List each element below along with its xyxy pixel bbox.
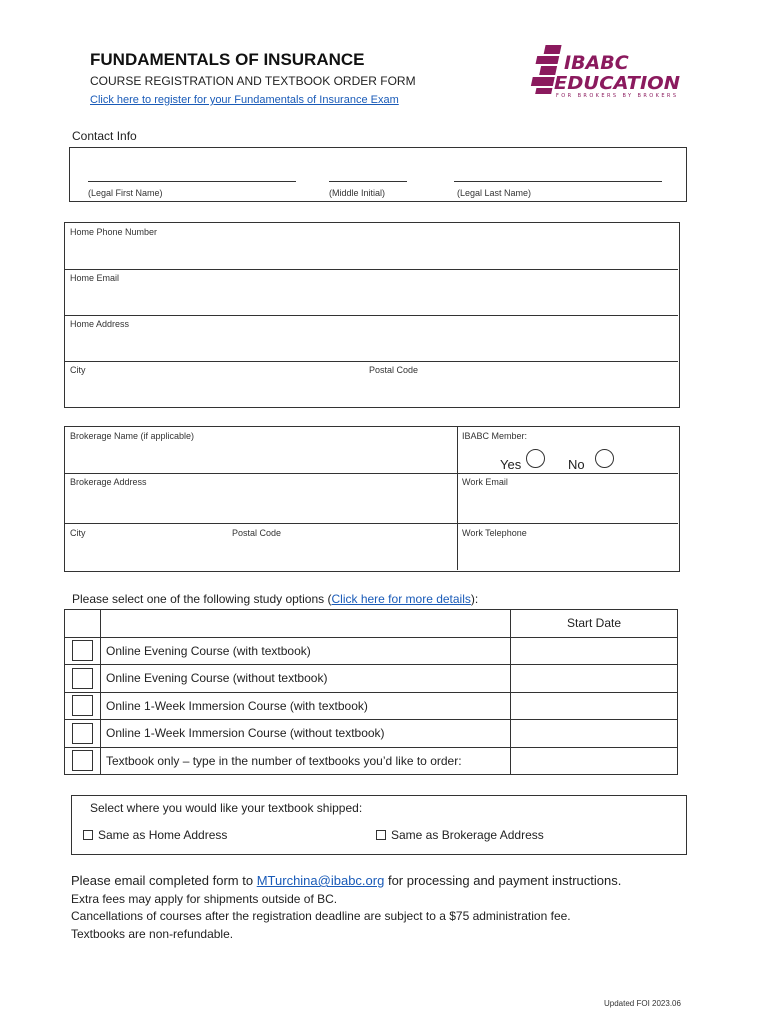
legal-name-box	[69, 147, 687, 202]
shipping-box	[71, 795, 687, 855]
ship-home-checkbox[interactable]	[83, 830, 93, 840]
last-name-label: (Legal Last Name)	[457, 188, 532, 198]
home-postal-code-label: Postal Code	[369, 365, 419, 375]
last-name-field[interactable]	[454, 172, 662, 182]
ship-home-option[interactable]	[83, 828, 227, 842]
footer-updated: Updated FOI 2023.06	[604, 999, 681, 1008]
home-phone-field[interactable]	[65, 239, 677, 268]
option-checkbox[interactable]	[72, 668, 93, 689]
home-email-field[interactable]	[65, 285, 677, 314]
home-contact-box	[64, 222, 680, 408]
study-table-header	[65, 610, 678, 638]
study-prompt-before: Please select one of the following study options (	[72, 592, 332, 606]
brokerage-postal-code-label: Postal Code	[232, 528, 282, 538]
brokerage-address-field[interactable]	[65, 489, 455, 521]
brokerage-city-label: City	[70, 528, 86, 538]
work-email-field[interactable]	[460, 489, 676, 521]
brokerage-city-field[interactable]	[65, 539, 225, 569]
start-date-field[interactable]	[511, 692, 678, 720]
brokerage-address-label: Brokerage Address	[70, 477, 147, 487]
option-checkbox[interactable]	[72, 723, 93, 744]
start-date-header: Start Date	[511, 610, 678, 638]
home-address-field[interactable]	[65, 331, 677, 360]
middle-initial-label: (Middle Initial)	[329, 188, 386, 198]
ship-brokerage-label: Same as Brokerage Address	[391, 828, 544, 842]
study-option-row	[65, 637, 678, 665]
home-city-label: City	[70, 365, 86, 375]
divider	[65, 523, 678, 524]
refund-note: Textbooks are non-refundable.	[71, 927, 234, 941]
logo-tagline: FOR BROKERS BY BROKERS	[556, 93, 676, 99]
brokerage-name-field[interactable]	[65, 443, 455, 471]
logo-line1: IBABC	[564, 52, 629, 74]
divider	[65, 269, 678, 270]
first-name-field[interactable]	[88, 172, 296, 182]
member-no-label: No	[568, 457, 585, 472]
email-after: for processing and payment instructions.	[387, 873, 622, 888]
study-option-row	[65, 720, 678, 748]
option-checkbox[interactable]	[72, 695, 93, 716]
first-name-label: (Legal First Name)	[88, 188, 163, 198]
logo-line2: EDUCATION	[554, 73, 680, 94]
contact-email-link[interactable]: MTurchina@ibabc.org	[256, 873, 385, 888]
divider	[65, 315, 678, 316]
form-title: FUNDAMENTALS OF INSURANCE	[90, 50, 365, 69]
middle-initial-field[interactable]	[329, 172, 407, 182]
option-checkbox[interactable]	[72, 640, 93, 661]
textbook-quantity-field[interactable]	[511, 747, 678, 775]
brokerage-name-label: Brokerage Name (if applicable)	[70, 431, 195, 441]
divider	[457, 427, 458, 570]
work-telephone-field[interactable]	[460, 539, 676, 569]
brokerage-postal-code-field[interactable]	[232, 539, 454, 569]
start-date-field[interactable]	[511, 637, 678, 665]
home-postal-code-field[interactable]	[369, 377, 669, 405]
home-city-field[interactable]	[65, 377, 365, 405]
ship-brokerage-checkbox[interactable]	[376, 830, 386, 840]
member-yes-label: Yes	[500, 457, 522, 472]
divider	[65, 361, 678, 362]
option-label: Online Evening Course (with textbook)	[101, 637, 511, 665]
email-instructions	[71, 873, 621, 888]
option-label: Online 1-Week Immersion Course (without textbook)	[101, 720, 511, 748]
contact-info-label: Contact Info	[72, 129, 137, 143]
option-label: Online Evening Course (without textbook)	[101, 665, 511, 693]
brokerage-box	[64, 426, 680, 572]
option-label: Textbook only – type in the number of textbooks you’d like to order:	[101, 747, 511, 775]
study-options-prompt	[72, 592, 478, 606]
member-no-radio[interactable]	[595, 449, 614, 468]
divider	[65, 473, 678, 474]
exam-registration-link[interactable]: Click here to register for your Fundamentals of Insurance Exam	[90, 94, 399, 106]
email-before: Please email completed form to	[71, 873, 254, 888]
study-options-table	[64, 609, 678, 775]
study-prompt-after: ):	[470, 592, 479, 606]
study-option-row	[65, 665, 678, 693]
home-email-label: Home Email	[70, 273, 120, 283]
home-address-label: Home Address	[70, 319, 130, 329]
ibabc-member-label: IBABC Member:	[462, 431, 528, 441]
study-option-row	[65, 747, 678, 775]
ship-brokerage-option[interactable]	[376, 828, 544, 842]
shipping-prompt: Select where you would like your textbook shipped:	[90, 801, 363, 815]
option-checkbox[interactable]	[72, 750, 93, 771]
work-email-label: Work Email	[462, 477, 508, 487]
option-label: Online 1-Week Immersion Course (with textbook)	[101, 692, 511, 720]
shipping-fee-note: Extra fees may apply for shipments outside of BC.	[71, 892, 338, 906]
member-yes-radio[interactable]	[526, 449, 545, 468]
start-date-field[interactable]	[511, 665, 678, 693]
cancellation-note: Cancellations of courses after the registration deadline are subject to a $75 administration fee.	[71, 909, 571, 923]
ibabc-education-logo	[530, 43, 682, 99]
start-date-field[interactable]	[511, 720, 678, 748]
study-option-row	[65, 692, 678, 720]
ship-home-label: Same as Home Address	[98, 828, 228, 842]
form-subtitle: COURSE REGISTRATION AND TEXTBOOK ORDER FORM	[90, 74, 416, 88]
work-telephone-label: Work Telephone	[462, 528, 527, 538]
study-details-link[interactable]: Click here for more details	[331, 592, 471, 606]
home-phone-label: Home Phone Number	[70, 227, 158, 237]
